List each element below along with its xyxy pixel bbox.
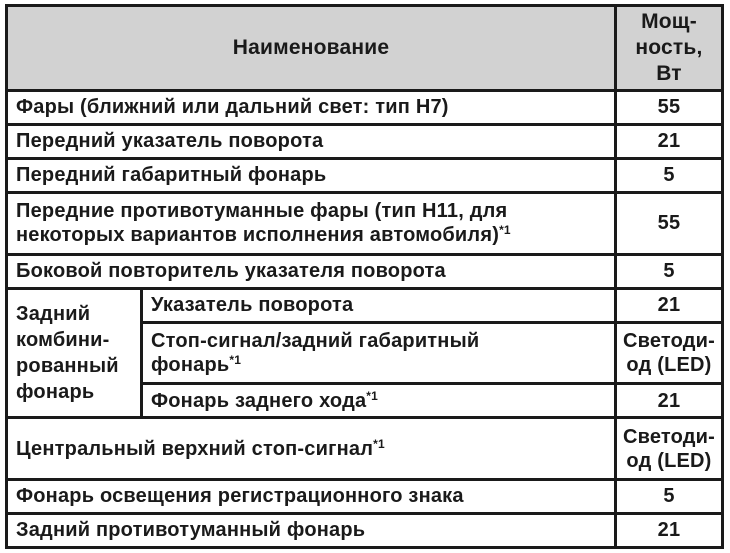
row-value: 5 <box>616 158 723 192</box>
row-value-line2: од (LED) <box>626 353 712 376</box>
row-value-line1: Светоди- <box>622 329 716 352</box>
row-name-line1: Стоп-сигнал/задний габаритный <box>151 329 480 352</box>
footnote-marker: *1 <box>366 388 379 403</box>
footnote-marker: *1 <box>373 436 385 451</box>
header-row <box>7 6 723 91</box>
rear-group-label-line4: фонарь <box>16 380 95 403</box>
row-name-text: Фонарь заднего хода <box>151 389 367 412</box>
header-name: Наименование <box>7 6 616 91</box>
table-row <box>7 479 723 513</box>
row-name <box>7 192 616 254</box>
row-value: 55 <box>616 192 723 254</box>
row-name-line2: некоторых вариантов исполнения автомобиля) <box>16 224 500 247</box>
table-row <box>7 91 723 125</box>
row-value-line2: од (LED) <box>626 449 712 472</box>
row-name: Фонарь освещения регистрационного знака <box>7 479 616 513</box>
row-name <box>142 322 616 384</box>
rear-group-label-line2: комбини- <box>16 328 110 351</box>
row-value: 21 <box>616 513 723 547</box>
row-name: Задний противотуманный фонарь <box>7 513 616 547</box>
row-value: 21 <box>616 384 723 418</box>
row-value: 21 <box>616 124 723 158</box>
row-name: Передний габаритный фонарь <box>7 158 616 192</box>
row-name: Указатель поворота <box>142 288 616 322</box>
row-name-line1: Передние противотуманные фары (тип H11, для <box>16 200 508 223</box>
header-power-line2: ность, Вт <box>635 36 703 85</box>
lamp-power-table <box>5 4 724 549</box>
row-value <box>616 418 723 480</box>
header-power-line1: Мощ- <box>641 10 697 33</box>
row-value-line1: Светоди- <box>622 425 716 448</box>
header-power <box>616 6 723 91</box>
rear-group-label-line3: рованный <box>16 354 119 377</box>
row-name-text: Центральный верхний стоп-сигнал <box>16 437 374 460</box>
table-row <box>7 124 723 158</box>
row-name-line2: фонарь <box>151 353 230 376</box>
table-row <box>7 513 723 547</box>
footnote-marker: *1 <box>499 223 511 238</box>
row-name <box>7 418 616 480</box>
row-value: 55 <box>616 91 723 125</box>
table-row <box>7 418 723 480</box>
row-name: Фары (ближний или дальний свет: тип H7) <box>7 91 616 125</box>
row-name: Передний указатель поворота <box>7 124 616 158</box>
row-value: 5 <box>616 479 723 513</box>
row-value: 5 <box>616 254 723 288</box>
table-row <box>7 254 723 288</box>
row-name <box>142 384 616 418</box>
row-value: 21 <box>616 288 723 322</box>
rear-group-label-line1: Задний <box>16 302 91 325</box>
table-row <box>7 192 723 254</box>
table-row <box>7 158 723 192</box>
table-row <box>7 288 723 322</box>
row-name: Боковой повторитель указателя поворота <box>7 254 616 288</box>
row-value <box>616 322 723 384</box>
footnote-marker: *1 <box>229 352 242 367</box>
rear-group-label <box>7 288 142 418</box>
